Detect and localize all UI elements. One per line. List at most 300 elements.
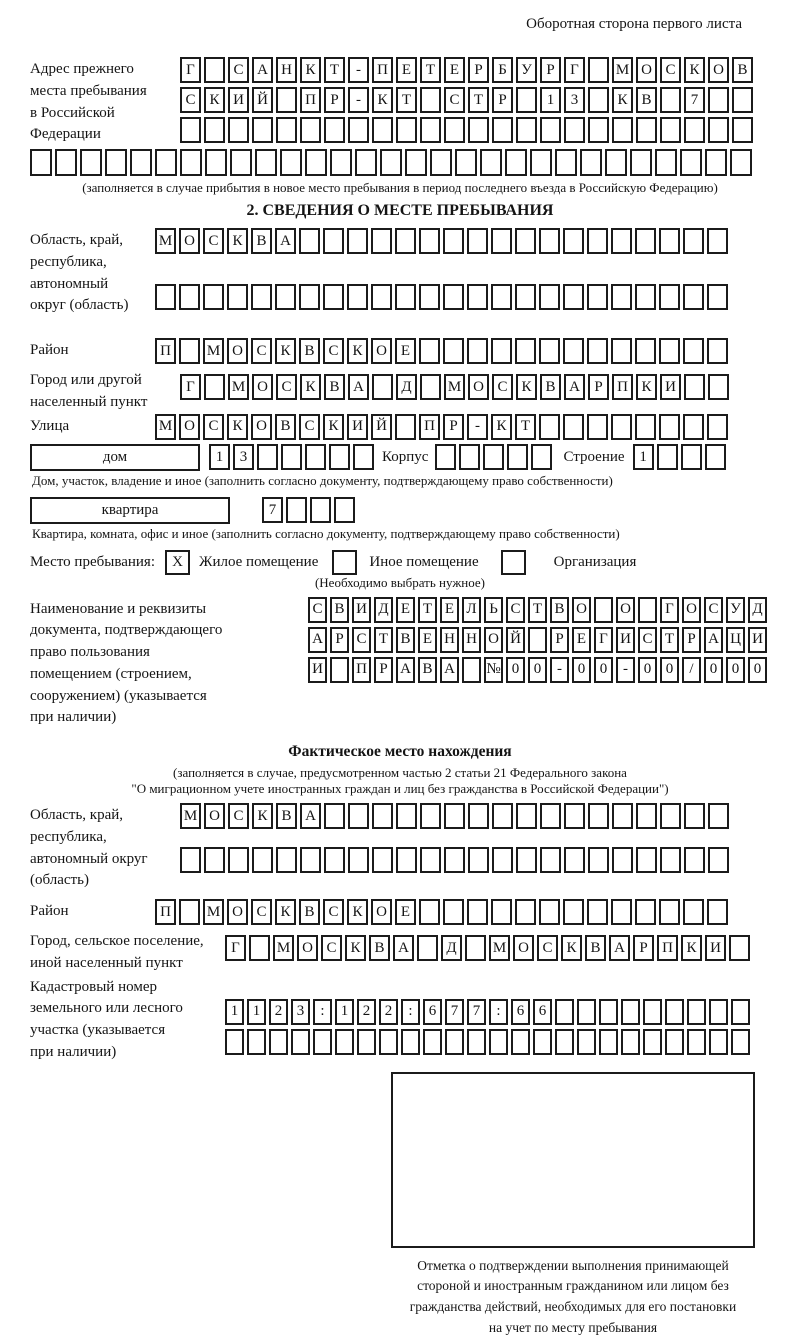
- char-box: [252, 117, 273, 143]
- cadastre-row-1: [225, 999, 753, 1025]
- char-box: [630, 149, 652, 176]
- char-box: [684, 847, 705, 873]
- char-box: 6: [511, 999, 530, 1025]
- s2-raion-row: [30, 338, 770, 368]
- char-box: С: [251, 338, 272, 364]
- char-box: [423, 1029, 442, 1055]
- char-box: Р: [374, 657, 393, 683]
- kvartira-boxes: [262, 497, 358, 523]
- char-box: Г: [594, 627, 613, 653]
- char-box: О: [708, 57, 729, 83]
- char-box: [255, 149, 277, 176]
- char-box: С: [352, 627, 371, 653]
- char-box: [636, 117, 657, 143]
- char-box: [372, 117, 393, 143]
- char-box: У: [516, 57, 537, 83]
- char-box: 0: [748, 657, 767, 683]
- char-box: [655, 149, 677, 176]
- char-box: [419, 899, 440, 925]
- char-box: В: [275, 414, 296, 440]
- char-box: [444, 117, 465, 143]
- char-box: П: [657, 935, 678, 961]
- char-box: С: [323, 899, 344, 925]
- char-box: [540, 117, 561, 143]
- char-box: Г: [180, 57, 201, 83]
- prev-address-rows: [180, 57, 756, 147]
- char-box: [372, 847, 393, 873]
- prev-address-row-3: [180, 117, 756, 143]
- label-line: сооружением) (указывается: [30, 686, 308, 708]
- s2-dom-row: [30, 444, 770, 471]
- char-box: [467, 338, 488, 364]
- section3-note-2: "О миграционном учете иностранных граждан и лиц без гражданства в Российской Федерации"): [30, 781, 770, 797]
- char-box: [380, 149, 402, 176]
- page-corner-note: Оборотная сторона первого листа: [30, 16, 770, 33]
- char-box: [179, 338, 200, 364]
- char-box: [730, 149, 752, 176]
- char-box: [707, 228, 728, 254]
- char-box: [323, 284, 344, 310]
- char-box: [660, 117, 681, 143]
- char-box: [324, 803, 345, 829]
- char-box: [611, 414, 632, 440]
- char-box: [395, 414, 416, 440]
- char-box: [468, 847, 489, 873]
- char-box: [324, 847, 345, 873]
- char-box: К: [491, 414, 512, 440]
- s3-oblast-row-2: [180, 847, 732, 873]
- char-box: Е: [418, 627, 437, 653]
- char-box: -: [550, 657, 569, 683]
- char-box: [372, 374, 393, 400]
- char-box: П: [155, 899, 176, 925]
- char-box: [230, 149, 252, 176]
- char-box: -: [467, 414, 488, 440]
- char-box: П: [352, 657, 371, 683]
- prev-address-label: [30, 57, 180, 146]
- char-box: 0: [506, 657, 525, 683]
- char-box: [443, 338, 464, 364]
- char-box: О: [484, 627, 503, 653]
- char-box: [491, 284, 512, 310]
- char-box: [492, 847, 513, 873]
- label-line: Отметка о подтверждении выполнения принимающей: [378, 1256, 768, 1277]
- char-box: [420, 374, 441, 400]
- char-box: А: [704, 627, 723, 653]
- char-box: А: [252, 57, 273, 83]
- char-box: [205, 149, 227, 176]
- char-box: В: [369, 935, 390, 961]
- mesto-row: [30, 550, 770, 575]
- char-box: Д: [396, 374, 417, 400]
- inoe-label: Иное помещение: [369, 554, 478, 571]
- char-box: [286, 497, 307, 523]
- char-box: Т: [468, 87, 489, 113]
- char-box: [347, 228, 368, 254]
- char-box: 0: [572, 657, 591, 683]
- char-box: Т: [324, 57, 345, 83]
- s2-gorod-row: [30, 368, 770, 414]
- section3-title: Фактическое место нахождения: [30, 743, 770, 761]
- char-box: [155, 149, 177, 176]
- char-box: [708, 117, 729, 143]
- char-box: Д: [748, 597, 767, 623]
- char-box: [539, 899, 560, 925]
- label-line: при наличии): [30, 707, 308, 729]
- char-box: [659, 899, 680, 925]
- char-box: [353, 444, 374, 470]
- char-box: [299, 284, 320, 310]
- char-box: [683, 284, 704, 310]
- char-box: 1: [540, 87, 561, 113]
- stroenie-label: Строение: [563, 449, 624, 466]
- char-box: [588, 847, 609, 873]
- char-box: [467, 284, 488, 310]
- char-box: К: [612, 87, 633, 113]
- char-box: [660, 803, 681, 829]
- char-box: [310, 497, 331, 523]
- char-box: [420, 803, 441, 829]
- char-box: Г: [180, 374, 201, 400]
- char-box: [180, 117, 201, 143]
- char-box: [491, 338, 512, 364]
- char-box: [705, 444, 726, 470]
- char-box: [355, 149, 377, 176]
- char-box: А: [348, 374, 369, 400]
- s2-oblast-row: [30, 228, 770, 338]
- char-box: 1: [633, 444, 654, 470]
- char-box: [323, 228, 344, 254]
- char-box: И: [308, 657, 327, 683]
- char-box: :: [489, 999, 508, 1025]
- char-box: [687, 1029, 706, 1055]
- char-box: 1: [335, 999, 354, 1025]
- char-box: [379, 1029, 398, 1055]
- char-box: [465, 935, 486, 961]
- char-box: С: [704, 597, 723, 623]
- char-box: [204, 374, 225, 400]
- char-box: П: [612, 374, 633, 400]
- char-box: [564, 847, 585, 873]
- char-box: Г: [660, 597, 679, 623]
- char-box: [459, 444, 480, 470]
- s3-oblast-boxes: [180, 803, 732, 899]
- label-line: республика,: [30, 827, 180, 849]
- char-box: К: [372, 87, 393, 113]
- char-box: К: [275, 338, 296, 364]
- char-box: Е: [395, 899, 416, 925]
- char-box: [635, 228, 656, 254]
- char-box: 7: [445, 999, 464, 1025]
- char-box: [555, 1029, 574, 1055]
- char-box: [659, 284, 680, 310]
- char-box: [275, 284, 296, 310]
- char-box: П: [300, 87, 321, 113]
- char-box: С: [660, 57, 681, 83]
- label-line: места пребывания: [30, 81, 180, 103]
- document-row-2: [308, 627, 770, 653]
- s2-oblast-boxes: [155, 228, 731, 338]
- char-box: О: [179, 414, 200, 440]
- char-box: 1: [209, 444, 230, 470]
- label-line: стороной и иностранным гражданином или лицом без: [378, 1276, 768, 1297]
- char-box: [324, 117, 345, 143]
- char-box: [611, 899, 632, 925]
- char-box: [348, 117, 369, 143]
- char-box: С: [276, 374, 297, 400]
- char-box: [371, 284, 392, 310]
- char-box: О: [468, 374, 489, 400]
- prev-address-row-2: [180, 87, 756, 113]
- char-box: [180, 847, 201, 873]
- char-box: [396, 847, 417, 873]
- char-box: Р: [682, 627, 701, 653]
- char-box: [395, 284, 416, 310]
- char-box: Н: [276, 57, 297, 83]
- kvartira-field-box: квартира: [30, 497, 230, 524]
- prev-address-row-1: [180, 57, 756, 83]
- char-box: [635, 899, 656, 925]
- char-box: В: [299, 899, 320, 925]
- char-box: [580, 149, 602, 176]
- char-box: [480, 149, 502, 176]
- char-box: [419, 228, 440, 254]
- char-box: [611, 338, 632, 364]
- char-box: [348, 847, 369, 873]
- char-box: Л: [462, 597, 481, 623]
- label-line: автономный: [30, 274, 155, 296]
- char-box: Т: [396, 87, 417, 113]
- char-box: М: [203, 899, 224, 925]
- char-box: С: [323, 338, 344, 364]
- char-box: [305, 444, 326, 470]
- s3-raion-row: [30, 899, 770, 929]
- char-box: [540, 803, 561, 829]
- char-box: [638, 597, 657, 623]
- char-box: [467, 228, 488, 254]
- char-box: Й: [252, 87, 273, 113]
- char-box: А: [564, 374, 585, 400]
- cadastre-label: [30, 975, 225, 1064]
- char-box: О: [371, 338, 392, 364]
- label-line: при наличии): [30, 1042, 225, 1064]
- char-box: И: [228, 87, 249, 113]
- char-box: Е: [396, 597, 415, 623]
- char-box: 0: [726, 657, 745, 683]
- char-box: [313, 1029, 332, 1055]
- char-box: М: [203, 338, 224, 364]
- char-box: [708, 87, 729, 113]
- stamp-box: [391, 1072, 755, 1248]
- char-box: [539, 228, 560, 254]
- char-box: Р: [540, 57, 561, 83]
- char-box: [731, 999, 750, 1025]
- char-box: А: [308, 627, 327, 653]
- char-box: К: [347, 899, 368, 925]
- char-box: 6: [533, 999, 552, 1025]
- label-line: Область, край,: [30, 230, 155, 252]
- char-box: [659, 228, 680, 254]
- char-box: [516, 803, 537, 829]
- char-box: [588, 117, 609, 143]
- organizatsiya-checkbox: [501, 550, 526, 575]
- char-box: [588, 87, 609, 113]
- char-box: [80, 149, 102, 176]
- label-line: Наименование и реквизиты: [30, 599, 308, 621]
- char-box: [420, 117, 441, 143]
- s3-oblast-row: [30, 803, 770, 899]
- char-box: О: [179, 228, 200, 254]
- s2-ulitsa-label: Улица: [30, 414, 155, 438]
- char-box: М: [273, 935, 294, 961]
- char-box: [563, 414, 584, 440]
- char-box: [605, 149, 627, 176]
- char-box: [371, 228, 392, 254]
- char-box: [443, 899, 464, 925]
- label-line: гражданства действий, необходимых для его постановки: [378, 1297, 768, 1318]
- char-box: Е: [440, 597, 459, 623]
- char-box: [709, 1029, 728, 1055]
- label-line: округ (область): [30, 295, 155, 317]
- char-box: П: [372, 57, 393, 83]
- char-box: [276, 87, 297, 113]
- char-box: С: [444, 87, 465, 113]
- char-box: [599, 1029, 618, 1055]
- char-box: [732, 117, 753, 143]
- mesto-label: Место пребывания:: [30, 554, 155, 571]
- char-box: [281, 444, 302, 470]
- char-box: [732, 87, 753, 113]
- char-box: [684, 803, 705, 829]
- char-box: [635, 338, 656, 364]
- char-box: [683, 338, 704, 364]
- char-box: [335, 1029, 354, 1055]
- char-box: 0: [528, 657, 547, 683]
- char-box: 2: [379, 999, 398, 1025]
- char-box: [443, 284, 464, 310]
- char-box: [247, 1029, 266, 1055]
- char-box: [489, 1029, 508, 1055]
- cadastre-row-2: [225, 1029, 753, 1055]
- char-box: К: [227, 414, 248, 440]
- char-box: [708, 847, 729, 873]
- char-box: [587, 228, 608, 254]
- char-box: [462, 657, 481, 683]
- s3-raion-label: Район: [30, 899, 155, 923]
- char-box: [516, 117, 537, 143]
- char-box: Т: [420, 57, 441, 83]
- char-box: А: [300, 803, 321, 829]
- label-line: автономный округ: [30, 849, 180, 871]
- label-line: в Российской: [30, 103, 180, 125]
- char-box: П: [155, 338, 176, 364]
- char-box: [228, 847, 249, 873]
- char-box: [445, 1029, 464, 1055]
- char-box: Р: [330, 627, 349, 653]
- label-line: Кадастровый номер: [30, 977, 225, 999]
- char-box: В: [585, 935, 606, 961]
- char-box: -: [348, 57, 369, 83]
- s3-oblast-row-1: [180, 803, 732, 829]
- char-box: А: [440, 657, 459, 683]
- char-box: [179, 284, 200, 310]
- char-box: [299, 228, 320, 254]
- char-box: В: [324, 374, 345, 400]
- char-box: [657, 444, 678, 470]
- char-box: Ь: [484, 597, 503, 623]
- char-box: [300, 847, 321, 873]
- char-box: [539, 338, 560, 364]
- char-box: К: [300, 374, 321, 400]
- label-line: (область): [30, 870, 180, 892]
- char-box: [516, 847, 537, 873]
- char-box: [507, 444, 528, 470]
- char-box: В: [396, 627, 415, 653]
- char-box: [396, 803, 417, 829]
- char-box: С: [308, 597, 327, 623]
- char-box: О: [636, 57, 657, 83]
- char-box: Г: [564, 57, 585, 83]
- label-line: республика,: [30, 252, 155, 274]
- section3-note-1: (заполняется в случае, предусмотренном частью 2 статьи 21 Федерального закона: [30, 765, 770, 781]
- label-line: Город или другой: [30, 370, 155, 392]
- char-box: К: [516, 374, 537, 400]
- char-box: [528, 627, 547, 653]
- char-box: [555, 999, 574, 1025]
- char-box: М: [228, 374, 249, 400]
- char-box: К: [561, 935, 582, 961]
- char-box: [491, 899, 512, 925]
- s3-cadastre-row: [30, 975, 770, 1064]
- char-box: Б: [492, 57, 513, 83]
- char-box: [468, 117, 489, 143]
- char-box: [707, 338, 728, 364]
- char-box: [683, 899, 704, 925]
- char-box: 0: [638, 657, 657, 683]
- char-box: М: [489, 935, 510, 961]
- char-box: [683, 414, 704, 440]
- char-box: М: [444, 374, 465, 400]
- char-box: [588, 803, 609, 829]
- label-line: Федерации: [30, 124, 180, 146]
- char-box: [225, 1029, 244, 1055]
- char-box: [300, 117, 321, 143]
- char-box: [444, 847, 465, 873]
- char-box: В: [251, 228, 272, 254]
- char-box: О: [513, 935, 534, 961]
- char-box: [621, 999, 640, 1025]
- char-box: И: [705, 935, 726, 961]
- char-box: [204, 847, 225, 873]
- char-box: [611, 284, 632, 310]
- char-box: К: [300, 57, 321, 83]
- char-box: [505, 149, 527, 176]
- char-box: М: [155, 414, 176, 440]
- label-line: документа, подтверждающего: [30, 620, 308, 642]
- organizatsiya-label: Организация: [554, 554, 637, 571]
- korpus-label: Корпус: [382, 449, 428, 466]
- char-box: 2: [357, 999, 376, 1025]
- char-box: [587, 414, 608, 440]
- s3-raion-boxes: [155, 899, 731, 925]
- char-box: В: [299, 338, 320, 364]
- s3-gorod-row: [30, 929, 770, 975]
- char-box: [483, 444, 504, 470]
- char-box: Н: [462, 627, 481, 653]
- char-box: [729, 935, 750, 961]
- s3-oblast-label: [30, 803, 180, 892]
- char-box: [492, 803, 513, 829]
